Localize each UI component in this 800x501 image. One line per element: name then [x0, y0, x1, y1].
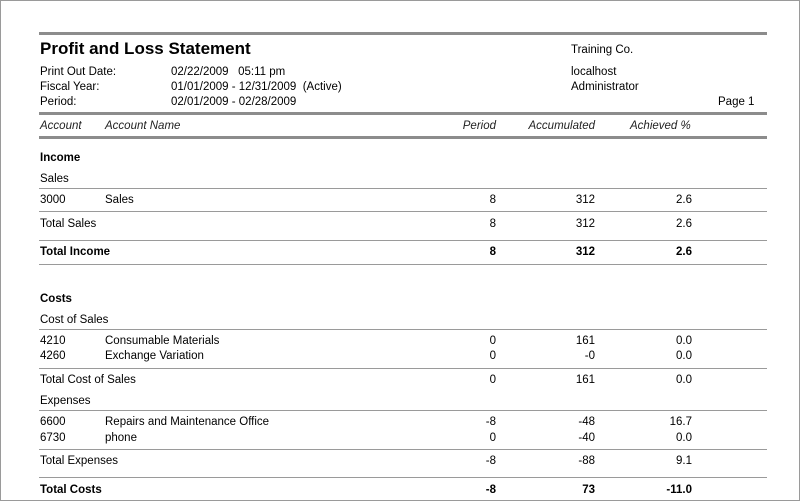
header-bottom-rule	[39, 136, 767, 139]
total-income-achieved: 2.6	[676, 246, 692, 258]
divider	[39, 188, 767, 189]
account-name: Repairs and Maintenance Office	[105, 416, 270, 428]
divider	[39, 449, 767, 450]
fiscal-year-value: 01/01/2009 - 12/31/2009 (Active)	[171, 81, 342, 93]
account-number: 6730	[40, 432, 66, 444]
accumulated-value: -40	[578, 432, 595, 444]
total-expenses-label: Total Expenses	[40, 455, 118, 467]
accumulated-value: -48	[578, 416, 595, 428]
total-expenses-achieved: 9.1	[676, 455, 692, 467]
accumulated-value: 161	[575, 335, 595, 347]
total-sales-period: 8	[489, 218, 496, 230]
divider	[39, 410, 767, 411]
achieved-value: 0.0	[676, 335, 692, 347]
cost-of-sales-group-label: Cost of Sales	[40, 314, 109, 326]
total-income-label: Total Income	[40, 246, 111, 258]
total-income-accumulated: 312	[575, 246, 595, 258]
achieved-value: 16.7	[669, 416, 692, 428]
top-rule	[39, 32, 767, 35]
divider	[39, 368, 767, 369]
total-sales-achieved: 2.6	[676, 218, 692, 230]
account-name: Exchange Variation	[105, 350, 204, 362]
period-value: 0	[489, 350, 496, 362]
expenses-group-label: Expenses	[40, 395, 91, 407]
total-expenses-accumulated: -88	[578, 455, 595, 467]
divider	[39, 477, 767, 478]
achieved-value: 0.0	[676, 432, 692, 444]
accumulated-value: -0	[584, 350, 595, 362]
fiscal-year-label: Fiscal Year:	[40, 81, 100, 93]
report-title: Profit and Loss Statement	[40, 39, 251, 58]
page-number: Page 1	[718, 96, 755, 108]
col-achieved: Achieved %	[630, 120, 691, 132]
account-number: 3000	[40, 194, 66, 206]
achieved-value: 2.6	[676, 194, 692, 206]
total-sales-accumulated: 312	[575, 218, 595, 230]
total-cost-of-sales-period: 0	[489, 374, 496, 386]
accumulated-value: 312	[575, 194, 595, 206]
divider	[39, 211, 767, 212]
col-accumulated: Accumulated	[528, 120, 595, 132]
total-costs-achieved: -11.0	[666, 484, 692, 496]
account-name: Sales	[105, 194, 134, 206]
account-number: 4260	[40, 350, 66, 362]
income-heading: Income	[40, 152, 81, 164]
company-name: Training Co.	[571, 44, 634, 56]
account-name: Consumable Materials	[105, 335, 220, 347]
period-value: 0	[489, 432, 496, 444]
print-date-value: 02/22/2009 05:11 pm	[171, 66, 286, 78]
total-costs-period: -8	[485, 484, 496, 496]
col-account: Account	[40, 120, 82, 132]
achieved-value: 0.0	[676, 350, 692, 362]
total-cost-of-sales-accumulated: 161	[575, 374, 595, 386]
col-account-name: Account Name	[105, 120, 181, 132]
total-cost-of-sales-achieved: 0.0	[676, 374, 692, 386]
total-cost-of-sales-label: Total Cost of Sales	[40, 374, 136, 386]
col-period: Period	[462, 120, 496, 132]
header-top-rule	[39, 112, 767, 115]
total-sales-label: Total Sales	[40, 218, 97, 230]
host-name: localhost	[571, 66, 617, 78]
period-value: 8	[489, 194, 496, 206]
total-income-period: 8	[489, 246, 496, 258]
period-value: 0	[489, 335, 496, 347]
total-costs-label: Total Costs	[40, 484, 102, 496]
divider	[39, 329, 767, 330]
account-name: phone	[105, 432, 137, 444]
total-expenses-period: -8	[485, 455, 496, 467]
user-name: Administrator	[571, 81, 639, 93]
total-costs-accumulated: 73	[582, 484, 595, 496]
costs-heading: Costs	[40, 293, 72, 305]
period-value: 02/01/2009 - 02/28/2009	[171, 96, 297, 108]
divider	[39, 240, 767, 241]
period-label: Period:	[40, 96, 77, 108]
divider	[39, 264, 767, 265]
sales-group-label: Sales	[40, 173, 69, 185]
period-value: -8	[485, 416, 496, 428]
print-date-label: Print Out Date:	[40, 66, 117, 78]
account-number: 4210	[40, 335, 66, 347]
account-number: 6600	[40, 416, 66, 428]
